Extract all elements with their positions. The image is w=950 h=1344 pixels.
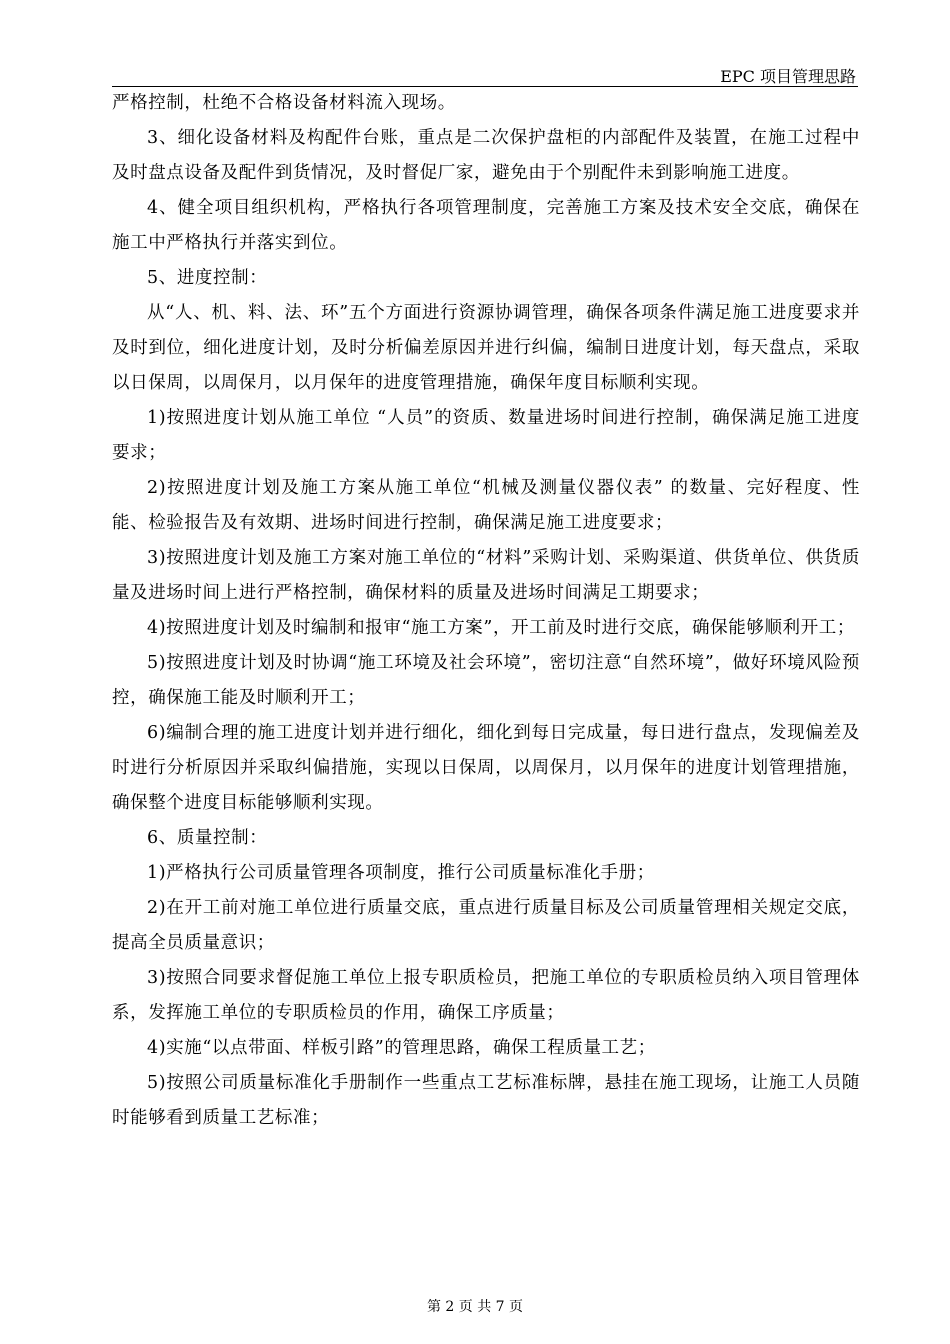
section-heading: 5、进度控制：: [147, 268, 268, 288]
list-item: 1)严格执行公司质量管理各项制度，推行公司质量标准化手册；: [147, 863, 655, 883]
list-item: 4)按照进度计划及时编制和报审“施工方案”，开工前及时进行交底，确保能够顺利开工；: [147, 618, 855, 638]
section-heading: 6、质量控制：: [147, 828, 268, 848]
page-number: 第 2 页 共 7 页: [426, 1299, 524, 1315]
paragraph: 严格控制，杜绝不合格设备材料流入现场。: [112, 93, 456, 113]
list-item: 2)按照进度计划及施工方案从施工单位“机械及测量仪器仪表” 的数量、完好程度、性能、检验报告及有效期、进场时间进行控制，确保满足施工进度要求；: [112, 478, 860, 533]
list-item: 4)实施“以点带面、样板引路”的管理思路，确保工程质量工艺；: [147, 1038, 656, 1058]
page-footer: [0, 1296, 950, 1316]
document-body: [112, 86, 860, 1136]
paragraph: 从“人、机、料、法、环”五个方面进行资源协调管理，确保各项条件满足施工进度要求并及时到位，细化进度计划，及时分析偏差原因并进行纠偏，编制日进度计划，每天盘点，采取以日保周，以周保月，以月保年的进度管理措施，确保年度目标顺利实现。: [112, 303, 860, 393]
page-header: [112, 58, 858, 87]
paragraph: 4、健全项目组织机构，严格执行各项管理制度，完善施工方案及技术安全交底，确保在施工中严格执行并落实到位。: [112, 198, 860, 253]
paragraph: 3、细化设备材料及构配件台账，重点是二次保护盘柜的内部配件及装置，在施工过程中及时盘点设备及配件到货情况，及时督促厂家，避免由于个别配件未到影响施工进度。: [112, 128, 860, 183]
list-item: 2)在开工前对施工单位进行质量交底，重点进行质量目标及公司质量管理相关规定交底，提高全员质量意识；: [112, 898, 860, 953]
list-item: 5)按照进度计划及时协调“施工环境及社会环境”，密切注意“自然环境”，做好环境风险预控，确保施工能及时顺利开工；: [112, 653, 860, 708]
list-item: 5)按照公司质量标准化手册制作一些重点工艺标准标牌，悬挂在施工现场，让施工人员随时能够看到质量工艺标准；: [112, 1073, 860, 1128]
header-title: EPC 项目管理思路: [720, 67, 856, 86]
list-item: 6)编制合理的施工进度计划并进行细化，细化到每日完成量，每日进行盘点，发现偏差及时进行分析原因并采取纠偏措施，实现以日保周，以周保月，以月保年的进度计划管理措施，确保整个进度目标能够顺利实现。: [112, 723, 860, 813]
list-item: 3)按照进度计划及施工方案对施工单位的“材料”采购计划、采购渠道、供货单位、供货质量及进场时间上进行严格控制，确保材料的质量及进场时间满足工期要求；: [112, 548, 860, 603]
list-item: 3)按照合同要求督促施工单位上报专职质检员，把施工单位的专职质检员纳入项目管理体系，发挥施工单位的专职质检员的作用，确保工序质量；: [112, 968, 860, 1023]
list-item: 1)按照进度计划从施工单位 “人员”的资质、数量进场时间进行控制，确保满足施工进度要求；: [112, 408, 860, 463]
